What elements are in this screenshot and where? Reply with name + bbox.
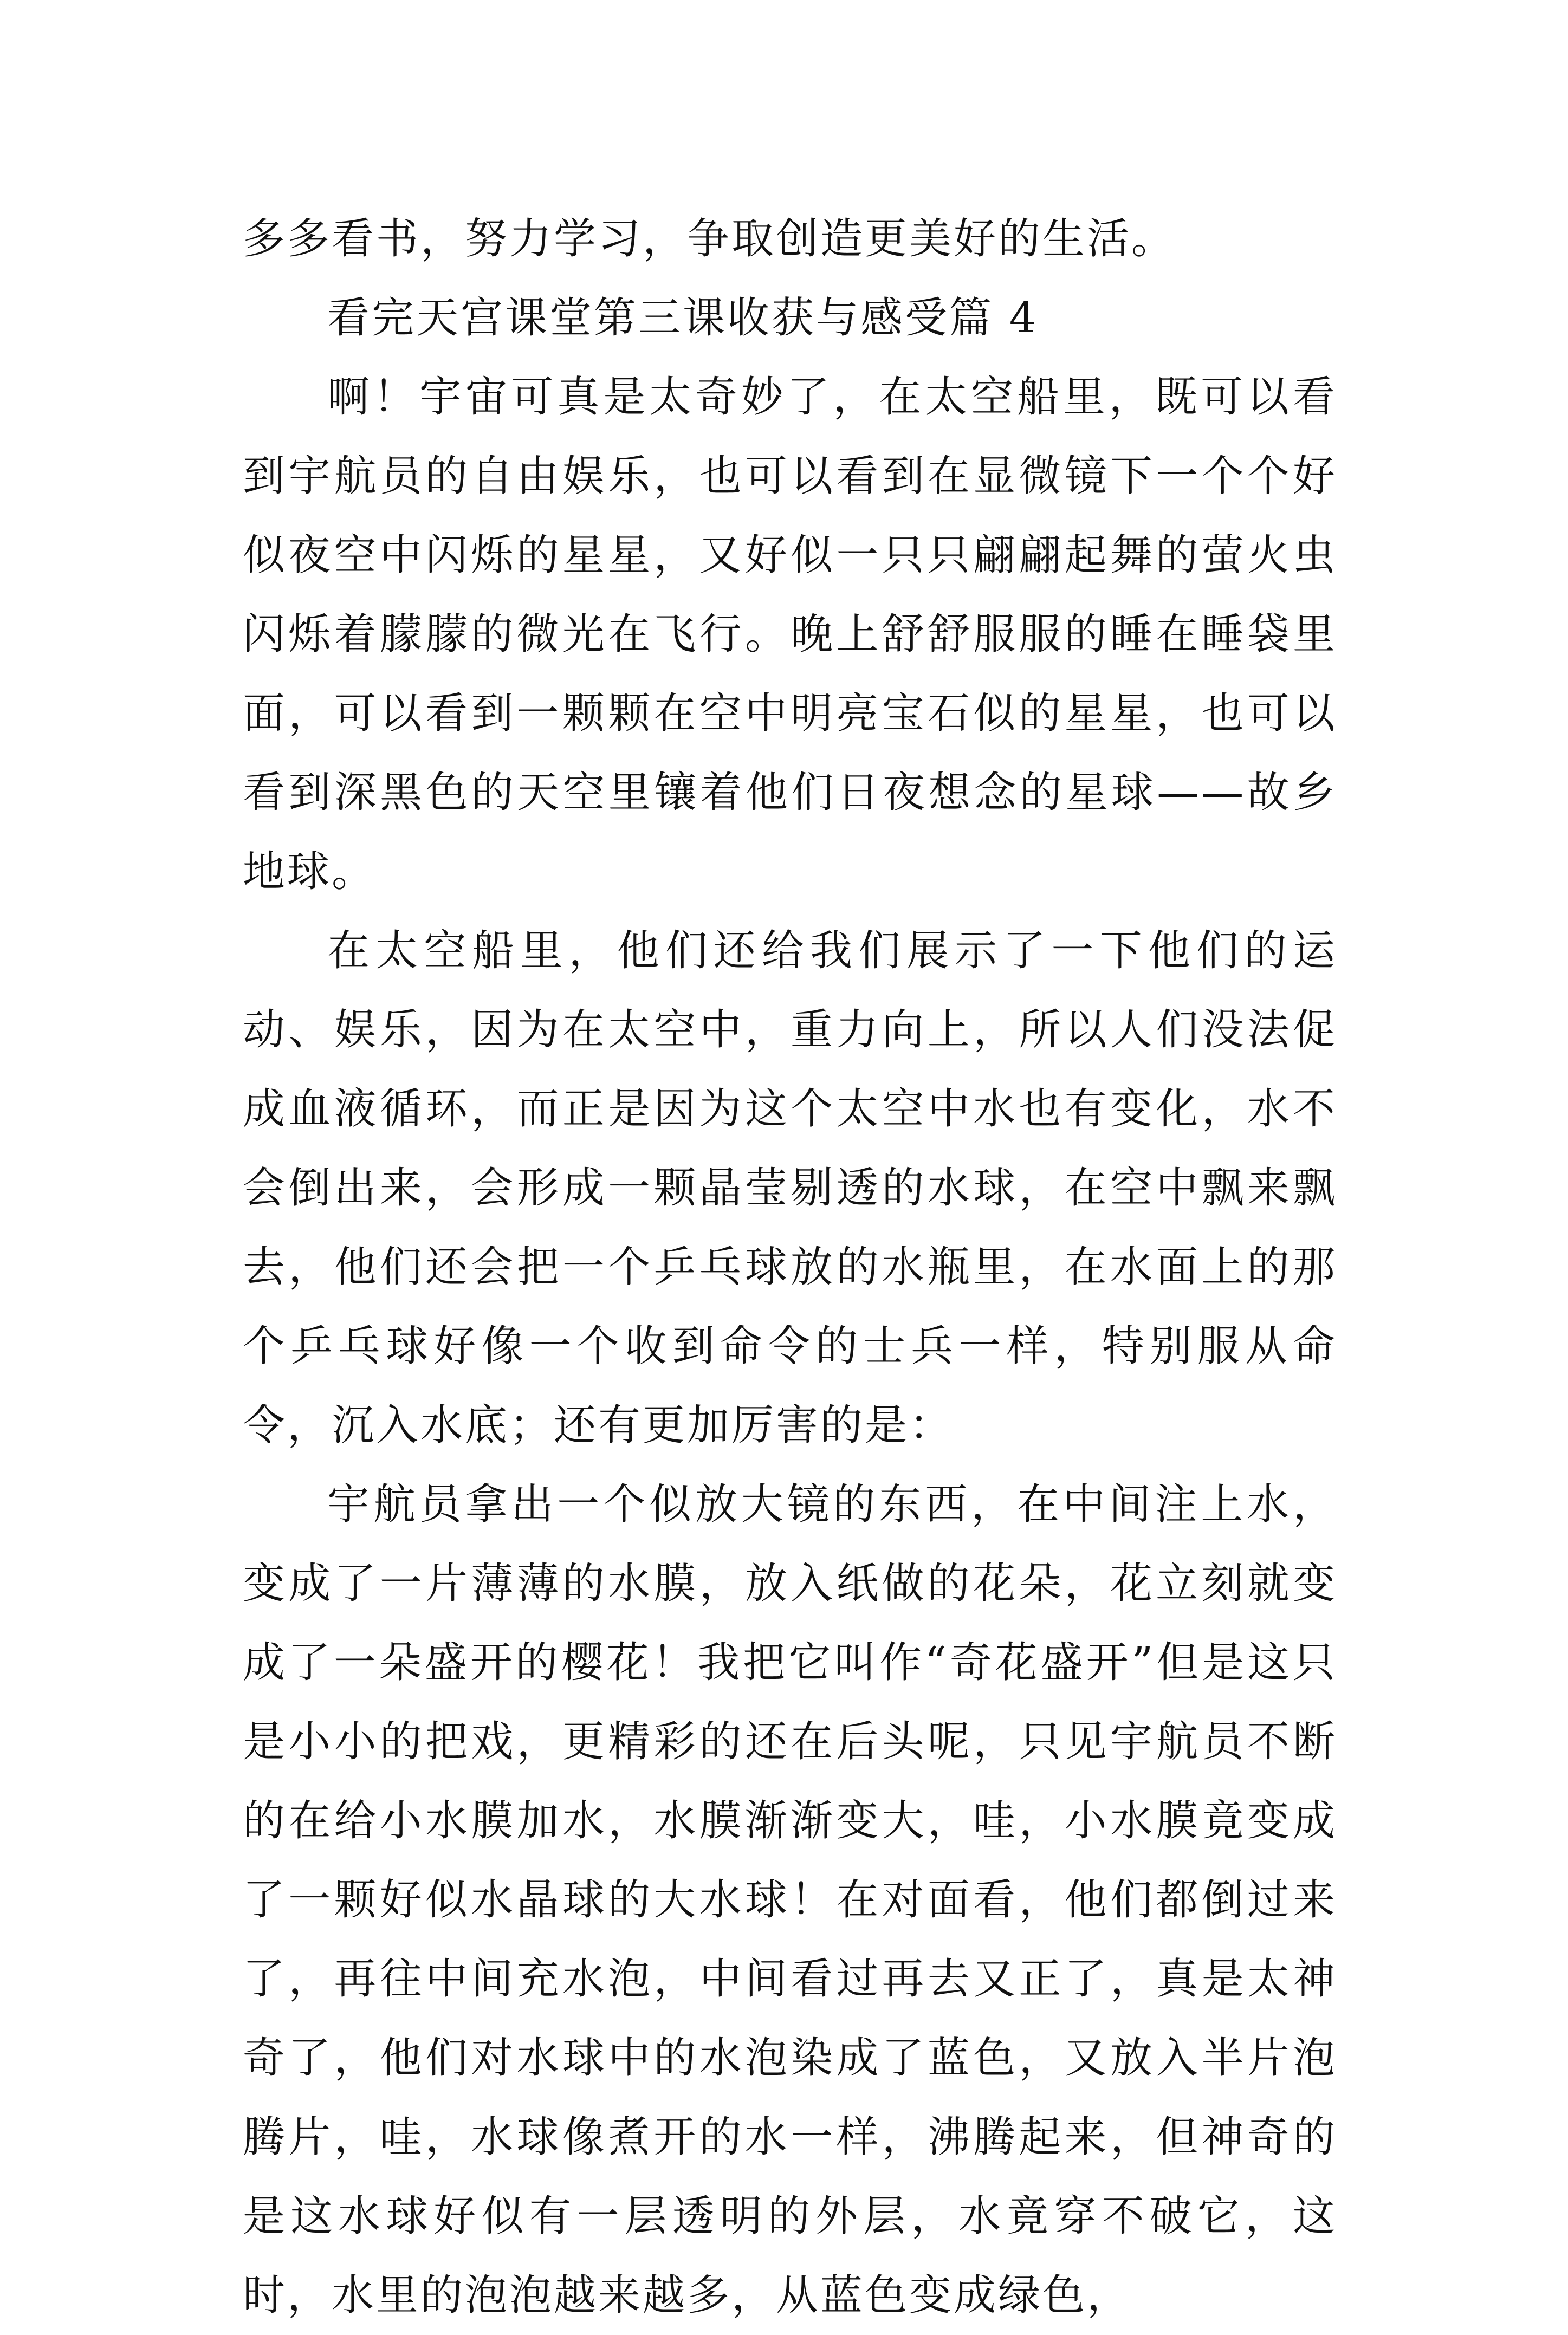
paragraph: 宇航员拿出一个似放大镜的东西，在中间注上水，变成了一片薄薄的水膜，放入纸做的花朵，花立刻就变成了一朵盛开的樱花！我把它叫作“奇花盛开”但是这只是小小的把戏，更精彩的还在后头呢，只见宇航员不断的在给小水膜加水，水膜渐渐变大，哇，小水膜竟变成了一颗好似水晶球的大水球！在对面看，他们都倒过来了，再往中间充水泡，中间看过再去又正了，真是太神奇了，他们对水球中的水泡染成了蓝色，又放入半片泡腾片，哇，水球像煮开的水一样，沸腾起来，但神奇的是这水球好似有一层透明的外层，水竟穿不破它，这时，水里的泡泡越来越多，从蓝色变成绿色，: [243, 1480, 1337, 2320]
section-heading: 看完天宫课堂第三课收获与感受篇 4: [327, 294, 1039, 342]
paragraph: 在太空船里，他们还给我们展示了一下他们的运动、娱乐，因为在太空中，重力向上，所以人们没法促成血液循环，而正是因为这个太空中水也有变化，水不会倒出来，会形成一颗晶莹剔透的水球，在空中飘来飘去，他们还会把一个乒乓球放的水瓶里，在水面上的那个乒乓球好像一个收到命令的士兵一样，特别服从命令，沉入水底；还有更加厉害的是：: [243, 926, 1337, 1450]
paragraph-continuation: 多多看书，努力学习，争取创造更美好的生活。: [243, 215, 1176, 263]
paragraph: 啊！宇宙可真是太奇妙了，在太空船里，既可以看到宇航员的自由娱乐，也可以看到在显微镜下一个个好似夜空中闪烁的星星，又好似一只只翩翩起舞的萤火虫闪烁着朦朦的微光在飞行。晚上舒舒服服的睡在睡袋里面，可以看到一颗颗在空中明亮宝石似的星星，也可以看到深黑色的天空里镶着他们日夜想念的星球——故乡地球。: [243, 373, 1337, 896]
document-body: [243, 199, 1337, 2335]
